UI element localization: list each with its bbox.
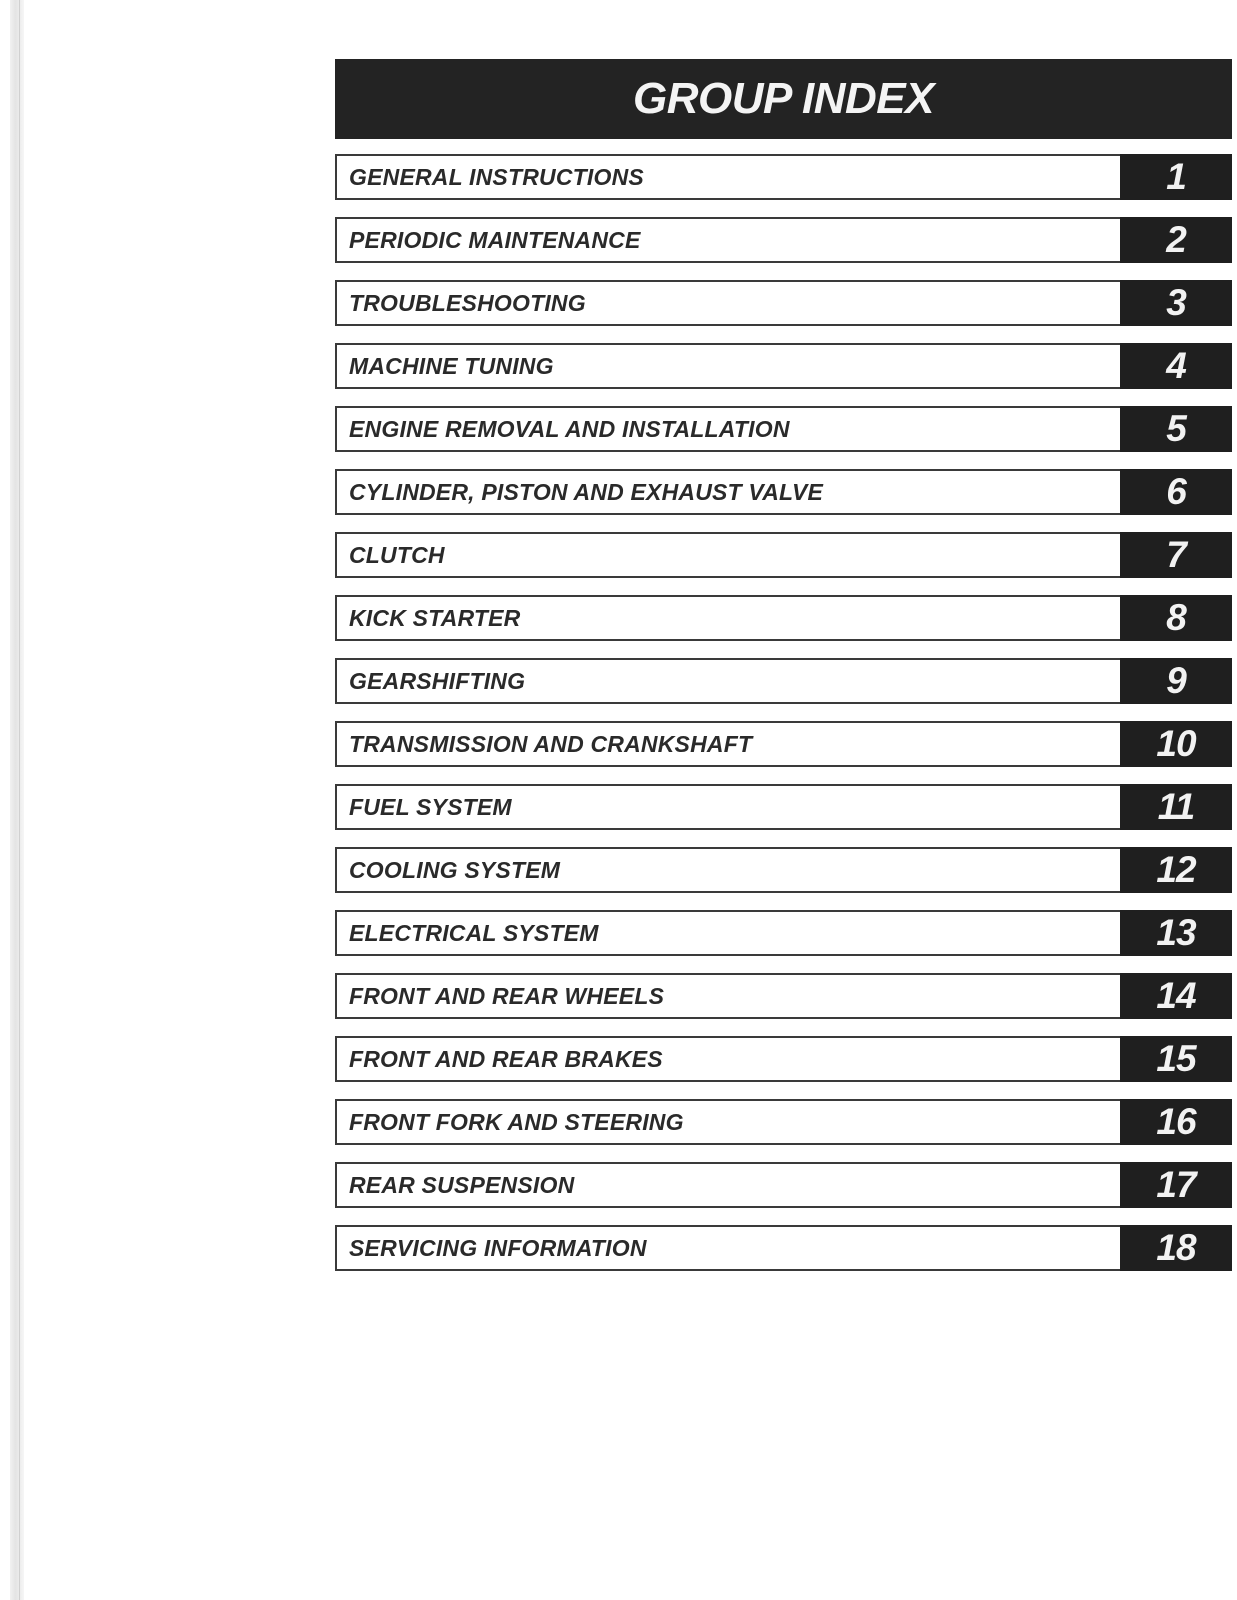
index-label: FRONT AND REAR WHEELS [349,982,665,1009]
index-label-box [335,721,1120,767]
index-number: 10 [1156,723,1196,764]
index-label-box [335,154,1120,200]
index-entry-kick-starter[interactable] [335,595,1232,641]
index-tab[interactable] [1120,1225,1232,1271]
index-tab[interactable] [1120,280,1232,326]
index-tab[interactable] [1120,1036,1232,1082]
index-tab[interactable] [1120,154,1232,200]
index-label-box [335,910,1120,956]
index-label: KICK STARTER [349,604,521,631]
index-label-box [335,1162,1120,1208]
index-entry-troubleshooting[interactable] [335,280,1232,326]
index-label: FRONT FORK AND STEERING [349,1108,684,1135]
group-index-list [335,154,1232,1288]
index-entry-cooling-system[interactable] [335,847,1232,893]
index-tab[interactable] [1120,910,1232,956]
index-number: 16 [1156,1101,1196,1142]
index-tab[interactable] [1120,784,1232,830]
index-tab[interactable] [1120,343,1232,389]
index-tab[interactable] [1120,406,1232,452]
index-label: ELECTRICAL SYSTEM [349,919,599,946]
index-number: 17 [1156,1164,1196,1205]
binding-edge [10,0,24,1600]
index-label-box [335,973,1120,1019]
index-entry-fork-steering[interactable] [335,1099,1232,1145]
index-entry-rear-suspension[interactable] [335,1162,1232,1208]
index-label-box [335,784,1120,830]
index-tab[interactable] [1120,1099,1232,1145]
index-label-box [335,1225,1120,1271]
index-entry-brakes[interactable] [335,1036,1232,1082]
index-label: CLUTCH [349,541,445,568]
index-number: 12 [1156,849,1196,890]
index-entry-periodic-maintenance[interactable] [335,217,1232,263]
index-number: 18 [1156,1227,1196,1268]
index-label-box [335,595,1120,641]
index-number: 6 [1166,471,1186,512]
index-number: 2 [1166,219,1186,260]
index-label: PERIODIC MAINTENANCE [349,226,641,253]
index-label: ENGINE REMOVAL AND INSTALLATION [349,415,790,442]
index-entry-wheels[interactable] [335,973,1232,1019]
index-label-box [335,847,1120,893]
index-entry-servicing-information[interactable] [335,1225,1232,1271]
index-label-box [335,1099,1120,1145]
index-label: REAR SUSPENSION [349,1171,575,1198]
index-number: 5 [1166,408,1186,449]
index-entry-engine-removal[interactable] [335,406,1232,452]
index-number: 9 [1166,660,1186,701]
index-entry-cylinder-piston[interactable] [335,469,1232,515]
index-number: 14 [1156,975,1196,1016]
index-label: GENERAL INSTRUCTIONS [349,163,644,190]
index-label: COOLING SYSTEM [349,856,561,883]
index-label-box [335,217,1120,263]
index-label: FRONT AND REAR BRAKES [349,1045,663,1072]
index-tab[interactable] [1120,973,1232,1019]
index-label-box [335,1036,1120,1082]
index-tab[interactable] [1120,658,1232,704]
index-entry-transmission[interactable] [335,721,1232,767]
index-number: 15 [1156,1038,1196,1079]
index-label: TROUBLESHOOTING [349,289,586,316]
index-tab[interactable] [1120,469,1232,515]
index-number: 4 [1166,345,1186,386]
index-entry-clutch[interactable] [335,532,1232,578]
index-label: MACHINE TUNING [349,352,554,379]
index-entry-electrical-system[interactable] [335,910,1232,956]
index-number: 1 [1166,156,1186,197]
index-entry-gearshifting[interactable] [335,658,1232,704]
index-number: 8 [1166,597,1186,638]
index-label-box [335,280,1120,326]
index-number: 13 [1156,912,1196,953]
index-label-box [335,343,1120,389]
index-entry-general-instructions[interactable] [335,154,1232,200]
index-entry-machine-tuning[interactable] [335,343,1232,389]
index-label: GEARSHIFTING [349,667,526,694]
index-label: CYLINDER, PISTON AND EXHAUST VALVE [349,478,824,505]
index-tab[interactable] [1120,847,1232,893]
index-label: FUEL SYSTEM [349,793,512,820]
index-number: 3 [1166,282,1186,323]
index-label-box [335,532,1120,578]
page-title: GROUP INDEX [633,74,934,123]
index-number: 11 [1157,786,1195,827]
index-tab[interactable] [1120,595,1232,641]
index-tab[interactable] [1120,721,1232,767]
index-label-box [335,469,1120,515]
index-entry-fuel-system[interactable] [335,784,1232,830]
index-tab[interactable] [1120,1162,1232,1208]
index-label: SERVICING INFORMATION [349,1234,647,1261]
index-label-box [335,658,1120,704]
index-tab[interactable] [1120,217,1232,263]
group-index-header [335,59,1232,139]
index-number: 7 [1166,534,1186,575]
index-label-box [335,406,1120,452]
index-label: TRANSMISSION AND CRANKSHAFT [349,730,753,757]
index-tab[interactable] [1120,532,1232,578]
